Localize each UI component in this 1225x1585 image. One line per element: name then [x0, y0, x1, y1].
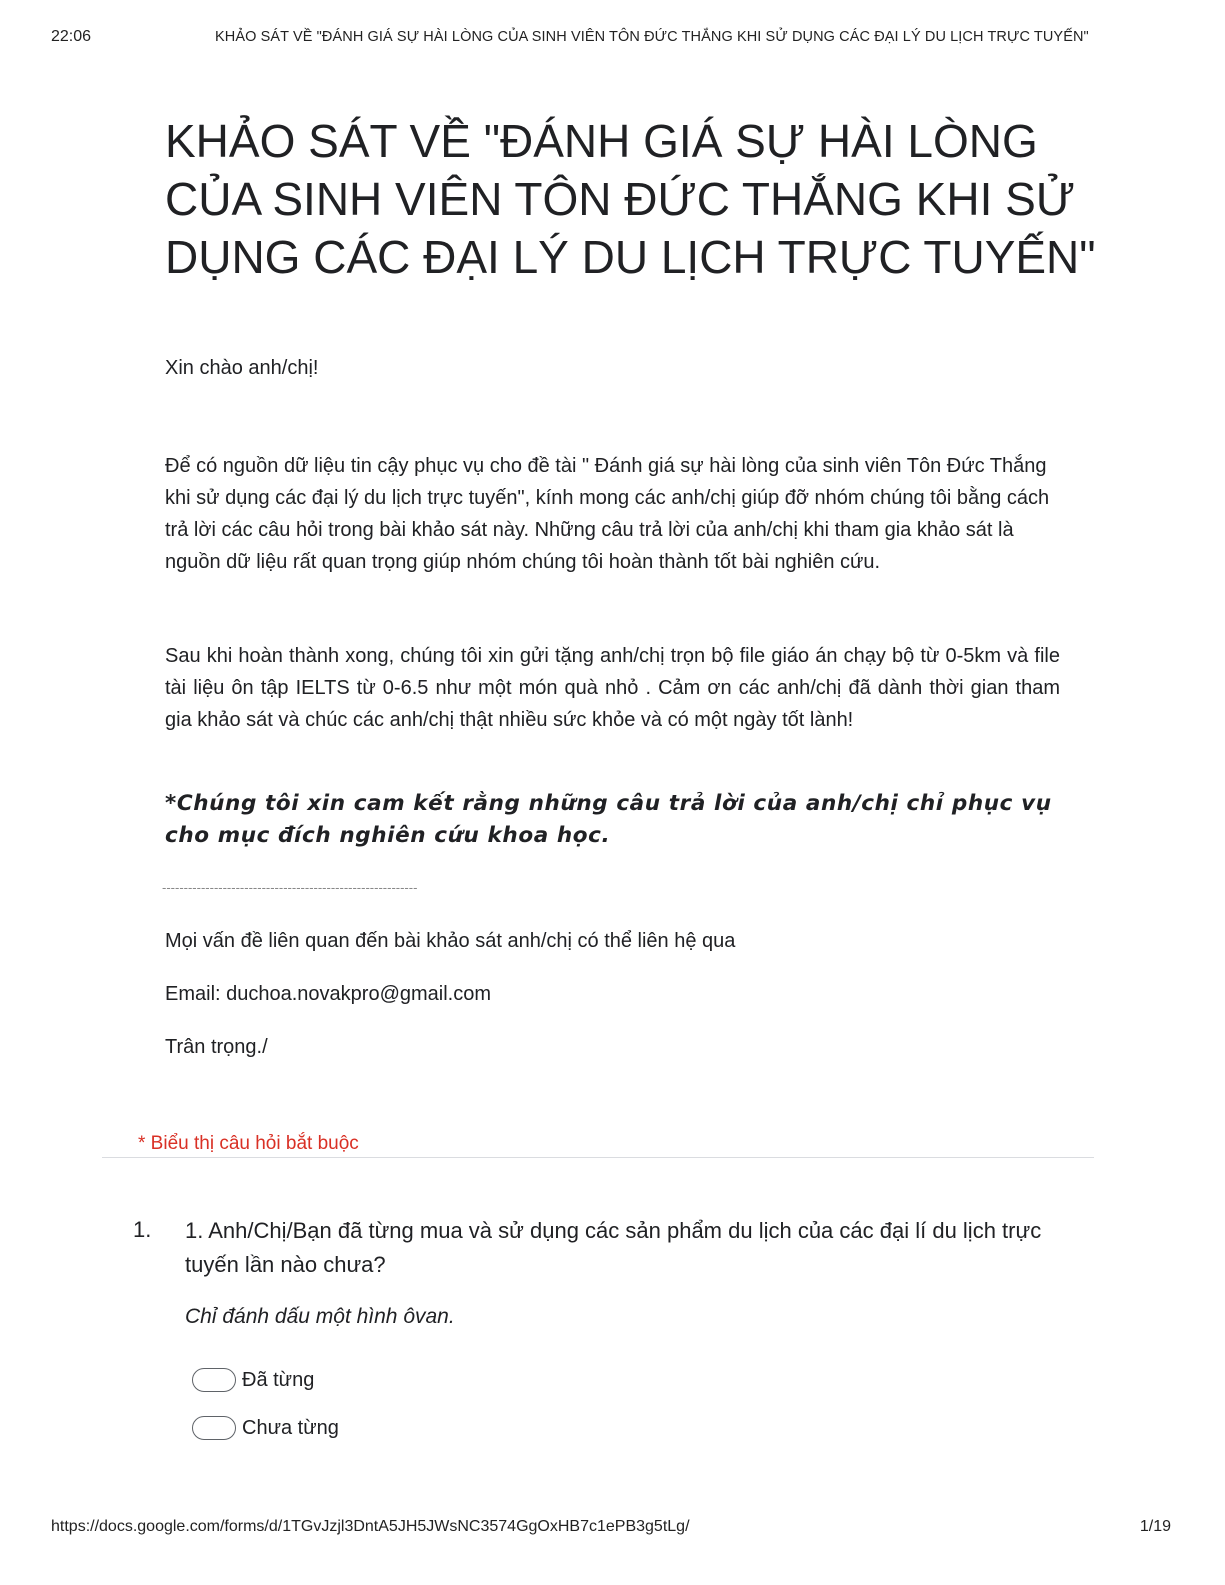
commitment-text: *Chúng tôi xin cam kết rằng những câu trả lời của anh/chị chỉ phục vụ cho mục đích nghiên cứu khoa học. [165, 791, 1052, 848]
greeting-text: Xin chào anh/chị! [165, 357, 319, 379]
option-da-tung[interactable] [192, 1368, 314, 1392]
question-number: 1. [133, 1217, 152, 1242]
required-note: * Biểu thị câu hỏi bắt buộc [138, 1133, 359, 1154]
page-number: 1/19 [1139, 1518, 1171, 1535]
form-title: KHẢO SÁT VỀ "ĐÁNH GIÁ SỰ HÀI LÒNG CỦA SINH VIÊN TÔN ĐỨC THẮNG KHI SỬ DỤNG CÁC ĐẠI LÝ DU LỊCH TRỰC TUYẾN" [165, 115, 1096, 283]
regards-text: Trân trọng./ [165, 1036, 268, 1058]
print-time: 22:06 [51, 28, 92, 45]
radio-oval[interactable] [192, 1416, 236, 1440]
thanks-paragraph: Sau khi hoàn thành xong, chúng tôi xin gửi tặng anh/chị trọn bộ file giáo án chạy bộ từ 0-5km và file tài liệu ôn tập IELTS từ 0-6.5 như một món quà nhỏ . Cảm ơn các anh/chị đã dành thời gian tham gia khảo sát và chúc các anh/chị thật nhiều sức khỏe và có một ngày tốt lành! [165, 645, 1060, 731]
contact-text: Mọi vấn đề liên quan đến bài khảo sát anh/chị có thể liên hệ qua [165, 930, 736, 952]
print-header-title: KHẢO SÁT VỀ "ĐÁNH GIÁ SỰ HÀI LÒNG CỦA SINH VIÊN TÔN ĐỨC THẮNG KHI SỬ DỤNG CÁC ĐẠI LÝ DU LỊCH TRỰC TUYẾN" [215, 29, 1089, 45]
option-label: Đã từng [242, 1368, 315, 1391]
option-label: Chưa từng [242, 1416, 339, 1439]
question-hint: Chỉ đánh dấu một hình ôvan. [185, 1305, 455, 1328]
intro-paragraph: Để có nguồn dữ liệu tin cậy phục vụ cho đề tài " Đánh giá sự hài lòng của sinh viên Tôn Đức Thắng khi sử dụng các đại lý du lịch trực tuyến", kính mong các anh/chị giúp đỡ nhóm chúng tôi bằng cách trả lời các câu hỏi trong bài khảo sát này. Những câu trả lời của anh/chị khi tham gia khảo sát là nguồn dữ liệu rất quan trọng giúp nhóm chúng tôi hoàn thành tốt bài nghiên cứu. [165, 455, 1050, 573]
separator-line: ----------------------------------------------------------- [162, 880, 418, 895]
option-chua-tung[interactable] [192, 1416, 339, 1440]
radio-oval[interactable] [192, 1368, 236, 1392]
question-title: 1. Anh/Chị/Bạn đã từng mua và sử dụng các sản phẩm du lịch của các đại lí du lịch trực tuyến lần nào chưa? [185, 1218, 1042, 1277]
contact-email: Email: duchoa.novakpro@gmail.com [165, 983, 492, 1005]
print-footer-url: https://docs.google.com/forms/d/1TGvJzjl3DntA5JH5JWsNC3574GgOxHB7c1ePB3g5tLg/ [51, 1518, 690, 1535]
section-divider [102, 1157, 1094, 1158]
